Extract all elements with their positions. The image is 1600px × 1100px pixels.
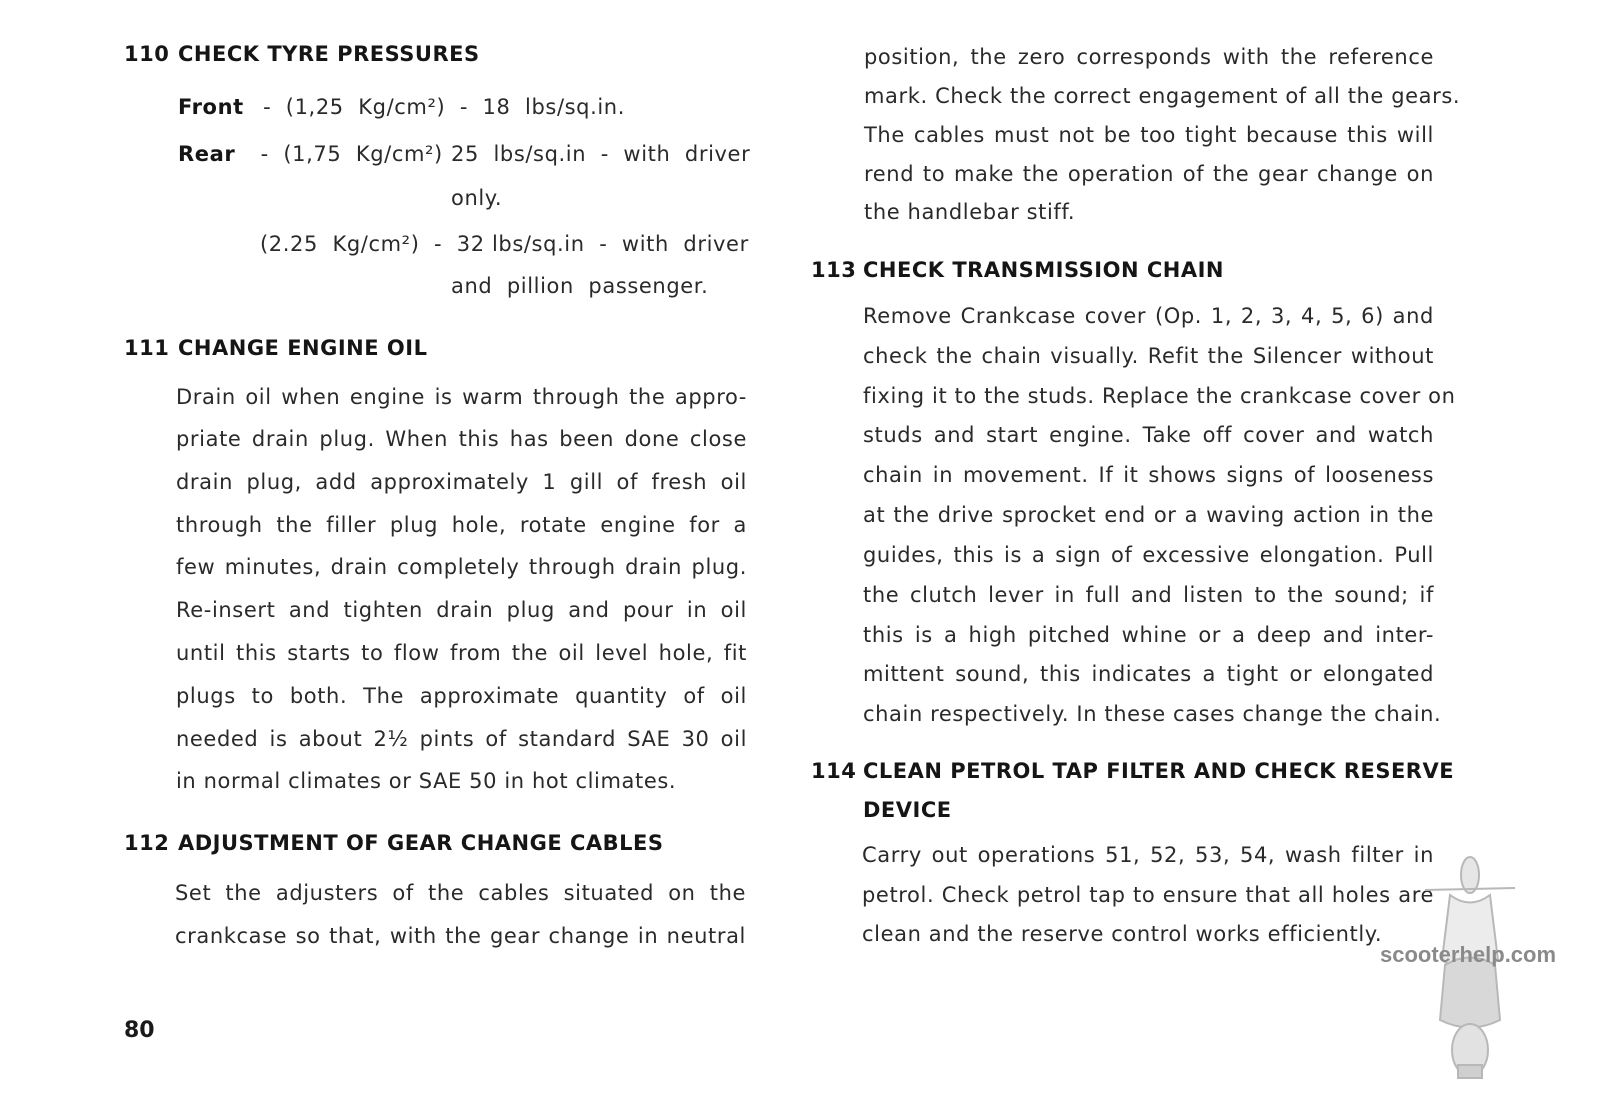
s111-line: through the filler plug hole, rotate engine for a: [176, 513, 747, 537]
s113-line: this is a high pitched whine or a deep and inter-: [863, 623, 1434, 647]
pillion-pressure-line: (2.25 Kg/cm²) - 32 lbs/sq.in - with driver: [260, 232, 749, 256]
section-113-title: CHECK TRANSMISSION CHAIN: [863, 258, 1224, 282]
section-111-heading: [124, 336, 427, 360]
s111-line: priate drain plug. When this has been done close: [176, 427, 747, 451]
rear-pressure-imperial: 25 lbs/sq.in - with driver: [451, 142, 751, 166]
s113-line: check the chain visually. Refit the Silencer without: [863, 344, 1434, 368]
s114-line: clean and the reserve control works efficiently.: [862, 922, 1383, 946]
s113-line: chain respectively. In these cases change the chain.: [863, 702, 1442, 726]
section-112-number: 112: [124, 831, 170, 855]
rear-pressure-note: only.: [451, 186, 503, 210]
rear-pressure-metric: - (1,75 Kg/cm²): [260, 142, 443, 166]
section-112-heading: [124, 831, 664, 855]
s113-line: studs and start engine. Take off cover and watch: [863, 423, 1434, 447]
front-pressure-line: [178, 95, 625, 119]
rear-label: Rear: [178, 142, 236, 166]
section-112-title: ADJUSTMENT OF GEAR CHANGE CABLES: [178, 831, 664, 855]
s111-line: Drain oil when engine is warm through the appro-: [176, 385, 747, 409]
s112-line: crankcase so that, with the gear change in neutral: [175, 924, 746, 948]
s112-line: Set the adjusters of the cables situated on the: [175, 881, 746, 905]
section-110-heading: [124, 42, 480, 66]
pillion-pressure-note: and pillion passenger.: [451, 274, 709, 298]
s113-line: fixing it to the studs. Replace the crankcase cover on: [863, 384, 1456, 408]
section-111-title: CHANGE ENGINE OIL: [178, 336, 428, 360]
section-114-title: CLEAN PETROL TAP FILTER AND CHECK RESERVE: [863, 759, 1455, 783]
s113-line: chain in movement. If it shows signs of looseness: [863, 463, 1434, 487]
section-114-number: 114: [811, 759, 857, 783]
s111-line: until this starts to flow from the oil level hole, fit: [176, 641, 747, 665]
s111-line: drain plug, add approximately 1 gill of fresh oil: [176, 470, 747, 494]
s111-line: plugs to both. The approximate quantity of oil: [176, 684, 747, 708]
section-114-heading: [811, 759, 1455, 783]
s112-cont-line: The cables must not be too tight because this will: [864, 123, 1434, 147]
section-110-title: CHECK TYRE PRESSURES: [178, 42, 480, 66]
section-114-title-line2: DEVICE: [863, 798, 952, 822]
s111-line: Re-insert and tighten drain plug and pour in oil: [176, 598, 747, 622]
section-110-number: 110: [124, 42, 170, 66]
s113-line: mittent sound, this indicates a tight or elongated: [863, 662, 1434, 686]
section-113-heading: [811, 258, 1224, 282]
s111-line: needed is about 2½ pints of standard SAE 30 oil: [176, 727, 747, 751]
watermark-text: scooterhelp.com: [1380, 942, 1557, 967]
front-pressure: - (1,25 Kg/cm²) - 18 lbs/sq.in.: [263, 95, 625, 119]
rear-pressure-line: [178, 142, 443, 166]
s114-line: petrol. Check petrol tap to ensure that all holes are: [862, 883, 1434, 907]
s111-line: in normal climates or SAE 50 in hot climates.: [176, 769, 677, 793]
section-111-number: 111: [124, 336, 170, 360]
page-number: 80: [124, 1018, 155, 1043]
s113-line: Remove Crankcase cover (Op. 1, 2, 3, 4, 5, 6) and: [863, 304, 1434, 328]
front-label: Front: [178, 95, 244, 119]
s114-line: Carry out operations 51, 52, 53, 54, wash filter in: [862, 843, 1434, 867]
s113-line: the clutch lever in full and listen to the sound; if: [863, 583, 1434, 607]
s113-line: guides, this is a sign of excessive elongation. Pull: [863, 543, 1434, 567]
s112-cont-line: the handlebar stiff.: [864, 200, 1076, 224]
s112-cont-line: rend to make the operation of the gear change on: [864, 162, 1434, 186]
s112-cont-line: position, the zero corresponds with the reference: [864, 45, 1434, 69]
section-113-number: 113: [811, 258, 857, 282]
s113-line: at the drive sprocket end or a waving action in the: [863, 503, 1434, 527]
s112-cont-line: mark. Check the correct engagement of all the gears.: [864, 84, 1461, 108]
s111-line: few minutes, drain completely through drain plug.: [176, 555, 747, 579]
